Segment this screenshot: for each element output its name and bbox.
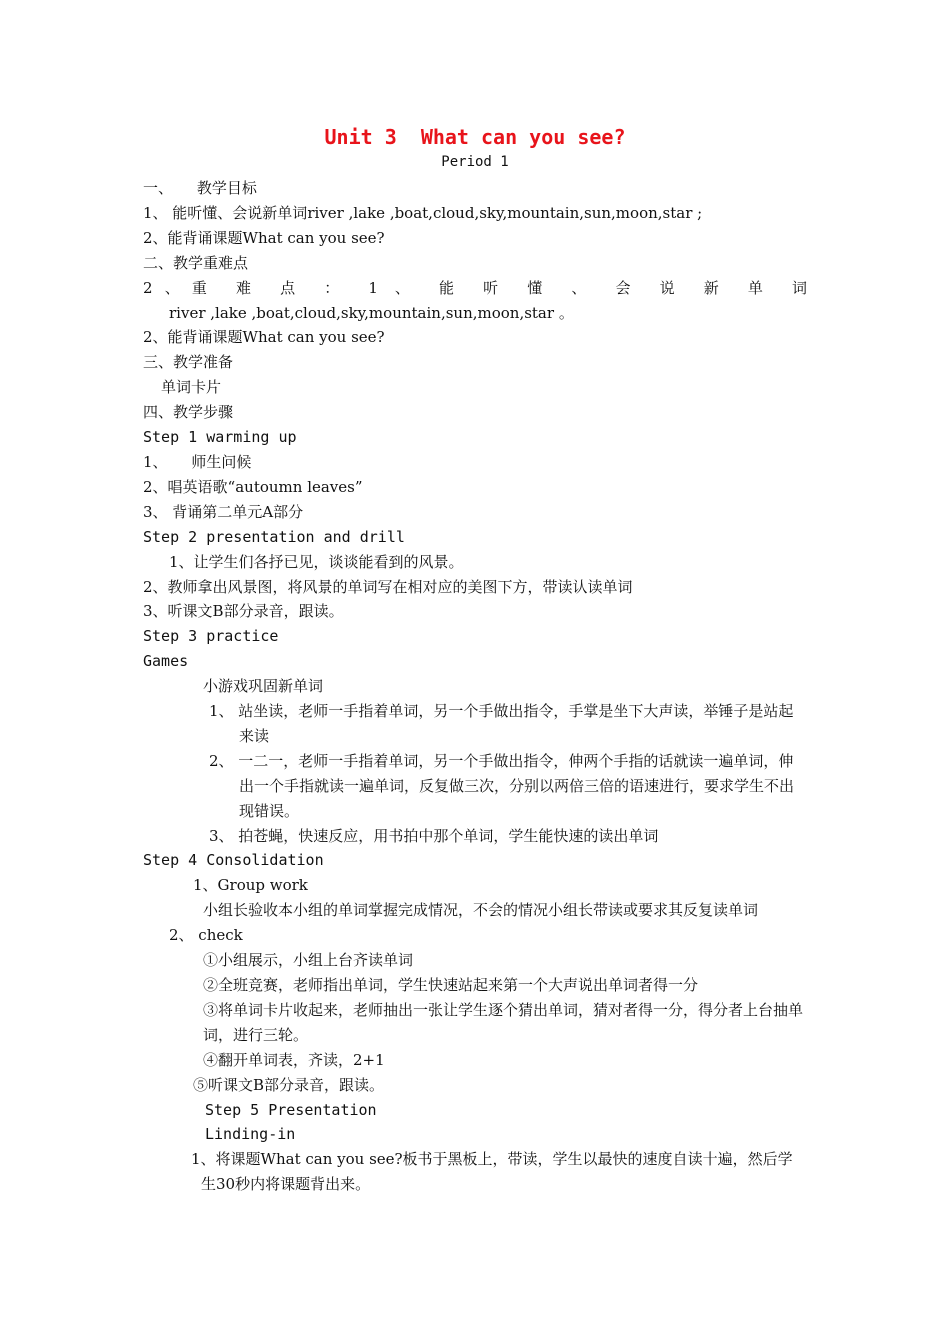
- document-line: 1、 师生问候: [143, 452, 252, 471]
- period-label: Period 1: [441, 154, 509, 170]
- document-line: Step 1 warming up: [143, 428, 297, 447]
- document-line: 一、 教学目标: [143, 179, 257, 197]
- document-line: ④翻开单词表，齐读，2+1: [203, 1050, 385, 1069]
- document-line: ③将单词卡片收起来，老师抽出一张让学生逐个猜出单词，猜对者得一分，得分者上台抽单词，进行三轮。: [203, 1000, 804, 1044]
- document-line: 三、教学准备: [143, 353, 234, 372]
- document-line: ①小组展示，小组上台齐读单词: [203, 951, 414, 970]
- document-line: 2、能背诵课题What can you see?: [143, 328, 385, 347]
- document-title: Unit 3 What can you see?: [324, 125, 626, 149]
- document-line: Step 2 presentation and drill: [143, 527, 405, 546]
- document-line: 二、教学重难点: [143, 253, 249, 272]
- document-line: 3、听课文B部分录音，跟读。: [143, 602, 344, 621]
- document-line: 1、 能听懂、会说新单词river ,lake ,boat,cloud,sky,mountain,sun,moon,star ;: [143, 203, 703, 222]
- document-line: Games: [143, 652, 189, 671]
- document-line: 3、 背诵第二单元A部分: [143, 502, 304, 521]
- document-body: [143, 176, 807, 1197]
- document-line: river ,lake ,boat,cloud,sky,mountain,sun,moon,star 。: [169, 303, 574, 322]
- document-line: Step 4 Consolidation: [143, 851, 324, 870]
- document-line: Linding-in: [205, 1125, 296, 1144]
- document-line: 1、让学生们各抒已见，谈谈能看到的风景。: [169, 552, 464, 571]
- document-line: 单词卡片: [161, 378, 222, 397]
- document-line: 2、能背诵课题What can you see?: [143, 228, 385, 247]
- document-line: 2、 一二一，老师一手指着单词，另一个手做出指令，伸两个手指的话就读一遍单词，伸出一个手指就读一遍单词，反复做三次，分别以两倍三倍的语速进行，要求学生不出现错误。: [209, 751, 795, 820]
- document-line: ②全班竞赛，老师指出单词，学生快速站起来第一个大声说出单词者得一分: [203, 976, 699, 994]
- document-line: Step 5 Presentation: [205, 1100, 377, 1119]
- document-line: 2、教师拿出风景图，将风景的单词写在相对应的美图下方，带读认读单词: [143, 577, 633, 596]
- document-line: Step 3 practice: [143, 627, 279, 646]
- document-line: 1、将课题What can you see?板书于黑板上，带读，学生以最快的速度自读十遍，然后学生30秒内将课题背出来。: [191, 1150, 793, 1194]
- document-line: 1、 站坐读，老师一手指着单词，另一个手做出指令，手掌是坐下大声读，举锤子是站起来读: [209, 702, 794, 745]
- document-line: 2、 check: [169, 926, 243, 945]
- document-line: 小游戏巩固新单词: [203, 677, 324, 696]
- document-line: 小组长验收本小组的单词掌握完成情况，不会的情况小组长带读或要求其反复读单词: [203, 901, 759, 920]
- document-line: 2、唱英语歌“autoumn leaves”: [143, 477, 363, 496]
- document-line: 四、教学步骤: [143, 403, 234, 422]
- document-line: 3、 拍苍蝇，快速反应，用书拍中那个单词，学生能快速的读出单词: [209, 826, 659, 845]
- document-line: 1、Group work: [193, 876, 308, 895]
- document-line: ⑤听课文B部分录音，跟读。: [193, 1075, 385, 1094]
- document-line: 2、重 难 点 ： 1 、 能 听 懂 、 会 说 新 单 词: [143, 278, 807, 297]
